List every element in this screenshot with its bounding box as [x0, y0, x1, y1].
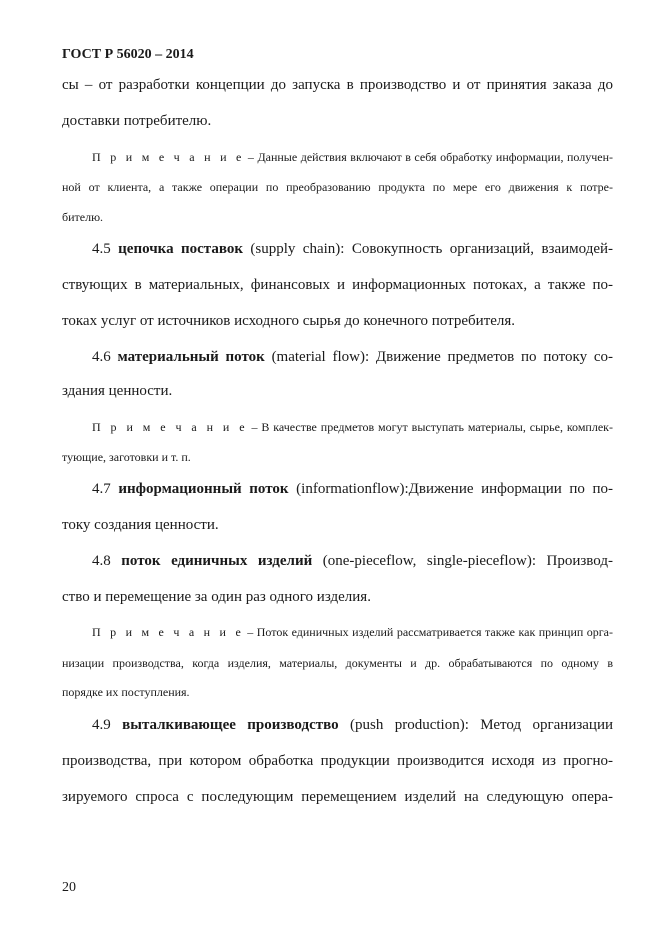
term-4-6-line-1: 4.6 материальный поток (material flow): Движение предметов по потоку со- [92, 349, 614, 365]
term-4-7-line-1: 4.7 информационный поток (informationflow):Движение информации по по- [92, 481, 614, 497]
note-2-line-1: П р и м е ч а н и е – В качестве предметов могут выступать материалы, сырье, комплек- [92, 420, 613, 434]
page-number: 20 [62, 880, 76, 895]
text-line: доставки потребителю. [62, 113, 212, 129]
term-4-5-line-1: 4.5 цепочка поставок (supply chain): Совокупность организаций, взаимодей- [92, 241, 614, 257]
note-1-line-1: П р и м е ч а н и е – Данные действия включают в себя обработку информации, получен- [92, 150, 614, 164]
term-4-9-line-1: 4.9 выталкивающее производство (push production): Метод организации [92, 717, 614, 733]
term-4-9: выталкивающее производство [122, 717, 339, 733]
note-label: П р и м е ч а н и е [92, 150, 245, 164]
term-4-5-line-3: токах услуг от источников исходного сырья до конечного потребителя. [62, 313, 516, 329]
standard-header: ГОСТ Р 56020 – 2014 [62, 47, 194, 62]
term-4-5: цепочка поставок [118, 241, 243, 257]
note-2-line-2: тующие, заготовки и т. п. [62, 450, 191, 464]
note-1-line-3: бителю. [62, 210, 104, 224]
note-label: П р и м е ч а н и е [92, 420, 248, 434]
term-4-8-line-2: ство и перемещение за один раз одного изделия. [62, 589, 371, 605]
term-4-6: материальный поток [117, 349, 265, 365]
term-4-9-line-2: производства, при котором обработка продукции производится исходя из прогно- [62, 753, 613, 769]
term-4-9-line-3: зируемого спроса с последующим перемещением изделий на следующую опера- [62, 789, 613, 805]
term-4-7-line-2: току создания ценности. [62, 517, 219, 533]
term-4-6-line-2: здания ценности. [62, 383, 173, 399]
term-4-8-line-1: 4.8 поток единичных изделий (one-pieceflow, single-pieceflow): Производ- [92, 553, 613, 569]
note-1-line-2: ной от клиента, а также операции по преобразованию продукта по мере его движения к потре- [62, 180, 613, 194]
term-4-7: информационный поток [118, 481, 289, 497]
text-line: сы – от разработки концепции до запуска в производство и от принятия заказа до [62, 77, 613, 93]
term-4-5-line-2: ствующих в материальных, финансовых и информационных потоках, а также по- [62, 277, 613, 293]
note-3-line-1: П р и м е ч а н и е – Поток единичных изделий рассматривается также как принцип орга- [92, 625, 613, 639]
note-3-line-2: низации производства, когда изделия, материалы, документы и др. обрабатываются по одному в [62, 656, 613, 670]
note-label: П р и м е ч а н и е [92, 625, 244, 639]
term-4-8: поток единичных изделий [121, 553, 313, 569]
note-3-line-3: порядке их поступления. [62, 685, 190, 699]
